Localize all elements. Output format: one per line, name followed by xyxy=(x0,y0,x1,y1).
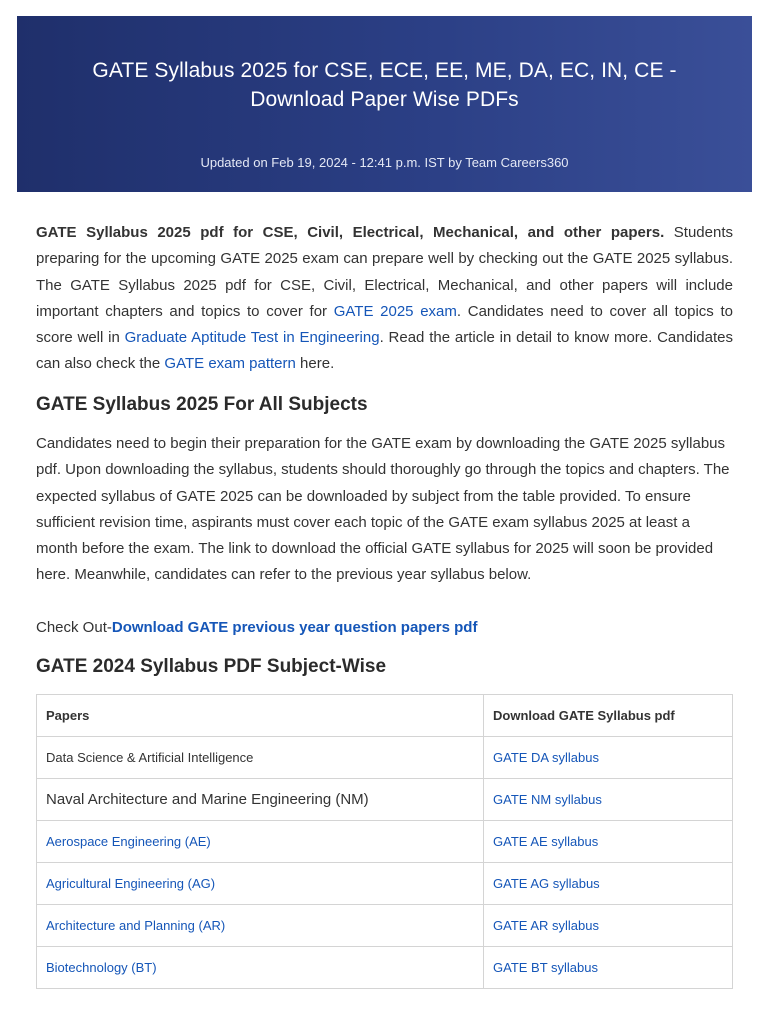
intro-text: . Read the article in detail to know more. Candidates can also check the xyxy=(36,329,733,373)
intro-paragraph xyxy=(36,220,733,378)
gate-exam-pattern-link[interactable]: GATE exam pattern xyxy=(164,355,296,373)
article-body xyxy=(36,220,733,975)
table-row xyxy=(37,947,733,989)
syllabus-table xyxy=(36,694,733,989)
syllabus-download-link[interactable]: GATE NM syllabus xyxy=(484,779,733,821)
table-row xyxy=(37,779,733,821)
column-header-papers: Papers xyxy=(37,695,484,737)
graduate-aptitude-test-link[interactable]: Graduate Aptitude Test in Engineering xyxy=(124,329,380,347)
syllabus-download-link[interactable]: GATE AR syllabus xyxy=(484,905,733,947)
intro-text: Students preparing for the upcoming GATE 2025 exam can prepare well by checking out the GATE 2025 syllabus. The GATE Syllabus 2025 pdf for CSE, Civil, Electrical, Mechanical, and other papers will include important chapters and topics to cover for xyxy=(36,224,733,320)
paper-name-link[interactable]: Architecture and Planning (AR) xyxy=(37,905,484,947)
syllabus-download-link[interactable]: GATE DA syllabus xyxy=(484,737,733,779)
check-out-label: Check Out- xyxy=(36,619,112,636)
paper-name: Data Science & Artificial Intelligence xyxy=(37,737,484,779)
table-row xyxy=(37,905,733,947)
paper-name: Naval Architecture and Marine Engineering (NM) xyxy=(37,779,484,821)
section-heading-subject-wise: GATE 2024 Syllabus PDF Subject-Wise xyxy=(36,656,387,677)
paper-name-link[interactable]: Biotechnology (BT) xyxy=(37,947,484,989)
paper-name-link[interactable]: Aerospace Engineering (AE) xyxy=(37,821,484,863)
syllabus-download-link[interactable]: GATE BT syllabus xyxy=(484,947,733,989)
check-out-line xyxy=(36,615,477,641)
intro-text: . Candidates need to cover all topics to score well in xyxy=(36,302,733,347)
article-meta: Updated on Feb 19, 2024 - 12:41 p.m. IST by Team Careers360 xyxy=(200,155,569,170)
syllabus-download-link[interactable]: GATE AE syllabus xyxy=(484,821,733,863)
gate-2025-exam-link[interactable]: GATE 2025 exam xyxy=(333,302,457,320)
intro-text: here. xyxy=(295,355,335,373)
table-row xyxy=(37,863,733,905)
paper-name-link[interactable]: Agricultural Engineering (AG) xyxy=(37,863,484,905)
table-row xyxy=(37,737,733,779)
download-previous-papers-link[interactable]: Download GATE previous year question papers pdf xyxy=(111,619,478,636)
syllabus-download-link[interactable]: GATE AG syllabus xyxy=(484,863,733,905)
page-title: GATE Syllabus 2025 for CSE, ECE, EE, ME, DA, EC, IN, CE - Download Paper Wise PDFs xyxy=(92,59,677,111)
column-header-download: Download GATE Syllabus pdf xyxy=(484,695,733,737)
article-header xyxy=(17,16,752,192)
section-paragraph: Candidates need to begin their preparation for the GATE exam by downloading the GATE 2025 syllabus pdf. Upon downloading the syllabus, students should thoroughly go through the topics and chapters. The expected syllabus of GATE 2025 can be downloaded by subject from the table provided. To ensure sufficient revision time, aspirants must cover each topic of the GATE exam syllabus 2025 at least a month before the exam. The link to download the official GATE syllabus for 2025 will soon be provided here. Meanwhile, candidates can refer to the previous year syllabus below. xyxy=(36,435,730,584)
table-header-row xyxy=(37,695,733,737)
intro-bold-lead: GATE Syllabus 2025 pdf for CSE, Civil, Electrical, Mechanical, and other papers. xyxy=(36,224,665,241)
section-heading-all-subjects: GATE Syllabus 2025 For All Subjects xyxy=(36,394,368,415)
table-row xyxy=(37,821,733,863)
